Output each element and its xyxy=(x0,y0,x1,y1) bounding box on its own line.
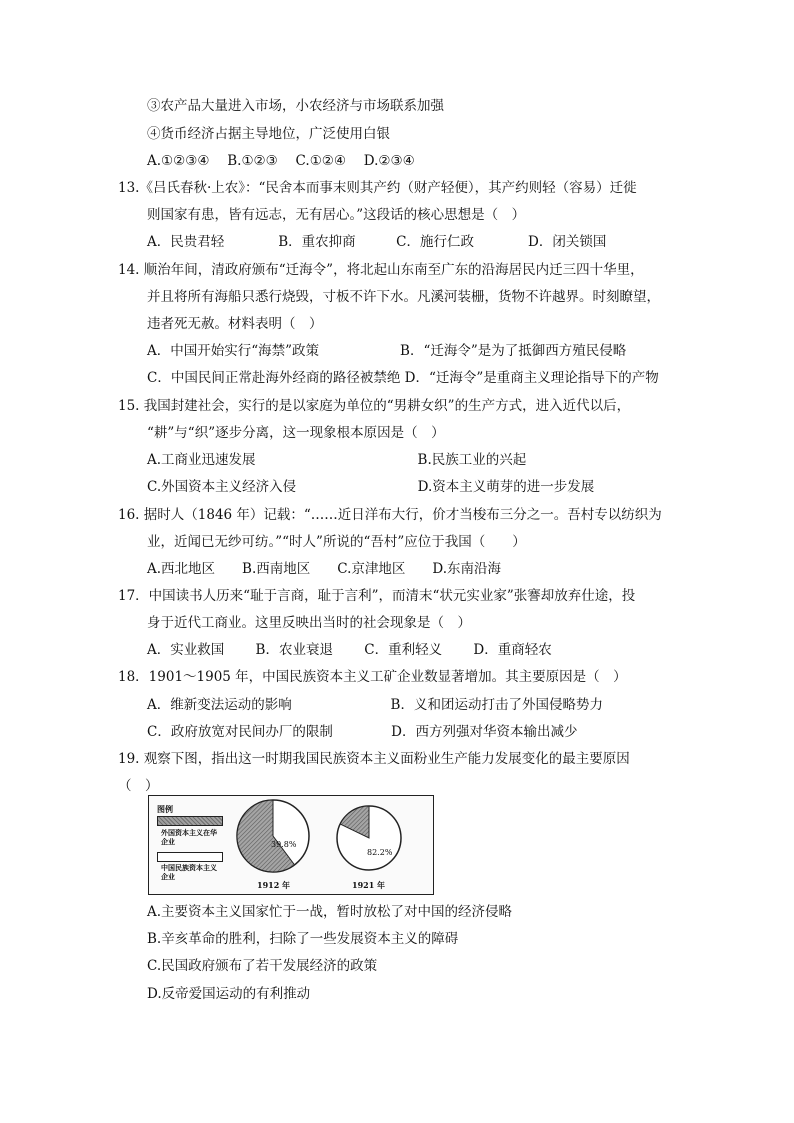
q13-stem-2: 则国家有患，皆有远志，无有居心。”这段话的核心思想是（ ） xyxy=(147,207,526,223)
legend-label-national: 中国民族资本主义企业 xyxy=(161,863,217,881)
pie-value-label-1912: 39.8% xyxy=(271,840,297,849)
q19-option-a: A.主要资本主义国家忙于一战，暂时放松了对中国的经济侵略 xyxy=(147,904,513,920)
item-3: ③农产品大量进入市场，小农经济与市场联系加强 xyxy=(147,98,444,114)
legend-label-foreign: 外国资本主义在华企业 xyxy=(161,828,217,846)
q15-options-2: C.外国资本主义经济入侵 D.资本主义萌芽的进一步发展 xyxy=(147,479,595,495)
pie-caption-1921: 1921 年 xyxy=(352,880,386,890)
item-4: ④货币经济占据主导地位，广泛使用白银 xyxy=(147,126,390,142)
q15-stem-2: “耕”与“织”逐步分离，这一现象根本原因是（ ） xyxy=(147,425,445,441)
q17-stem-1: 17．中国读书人历来“耻于言商，耻于言利”，而清末“状元实业家”张謇却放弃仕途，投 xyxy=(118,588,636,604)
q15-options-1: A.工商业迅速发展 B.民族工业的兴起 xyxy=(147,452,527,468)
q17-stem-2: 身于近代工商业。这里反映出当时的社会现象是（ ） xyxy=(147,615,471,631)
q17-options: A．实业救国 B．农业衰退 C．重利轻义 D．重商轻农 xyxy=(147,642,552,658)
legend-title: 图例 xyxy=(157,804,173,814)
q16-stem-1: 16. 据时人（1846 年）记载：“……近日洋布大行，价才当梭布三分之一。吾村专以纺织为 xyxy=(118,507,662,523)
q16-options: A.西北地区 B.西南地区 C.京津地区 D.东南沿海 xyxy=(147,561,502,577)
q18-stem-1: 18．1901～1905 年，中国民族资本主义工矿企业数显著增加。其主要原因是（ ） xyxy=(118,669,627,685)
q19-option-c: C.民国政府颁布了若干发展经济的政策 xyxy=(147,958,378,974)
q13-options: A．民贵君轻 B．重农抑商 C．施行仁政 D．闭关锁国 xyxy=(147,234,607,250)
q14-stem-1: 14. 顺治年间，清政府颁布“迁海令”，将北起山东南至广东的沿海居民内迁三四十华里， xyxy=(118,262,644,278)
q14-stem-3: 违者死无赦。材料表明（ ） xyxy=(147,316,323,332)
q14-options-2: C．中国民间正常赴海外经商的路径被禁绝 D．“迁海令”是重商主义理论指导下的产物 xyxy=(147,370,659,386)
q16-stem-2: 业，近闻已无纱可纺。”“时人”所说的“吾村”应位于我国（ ） xyxy=(147,534,526,550)
q19-option-d: D.反帝爱国运动的有利推动 xyxy=(147,986,311,1002)
flour-industry-pie-chart xyxy=(148,795,434,895)
q18-options-2: C．政府放宽对民间办厂的限制 D．西方列强对华资本输出减少 xyxy=(147,724,578,740)
q15-stem-1: 15. 我国封建社会，实行的是以家庭为单位的“男耕女织”的生产方式，进入近代以后， xyxy=(118,398,631,414)
q18-options-1: A．维新变法运动的影响 B．义和团运动打击了外国侵略势力 xyxy=(147,697,603,713)
q14-stem-2: 并且将所有海船只悉行烧毁，寸板不许下水。凡溪河装栅，货物不许越界。时刻瞭望， xyxy=(147,289,660,305)
pie-value-label-1921: 82.2% xyxy=(367,848,393,857)
q12-options: A.①②③④ B.①②③ C.①②④ D.②③④ xyxy=(147,153,415,169)
q19-option-b: B.辛亥革命的胜利，扫除了一些发展资本主义的障碍 xyxy=(147,931,459,947)
q13-stem-1: 13.《吕氏春秋·上农》：“民舍本而事末则其产约（财产轻便），其产约则轻（容易）迁徙 xyxy=(118,180,637,196)
q19-stem-1: 19. 观察下图，指出这一时期我国民族资本主义面粉业生产能力发展变化的最主要原因 xyxy=(118,751,630,767)
q19-stem-2: （ ） xyxy=(118,778,159,794)
pie-caption-1912: 1912 年 xyxy=(257,880,291,890)
q14-options-1: A．中国开始实行“海禁”政策 B．“迁海令”是为了抵御西方殖民侵略 xyxy=(147,343,627,359)
